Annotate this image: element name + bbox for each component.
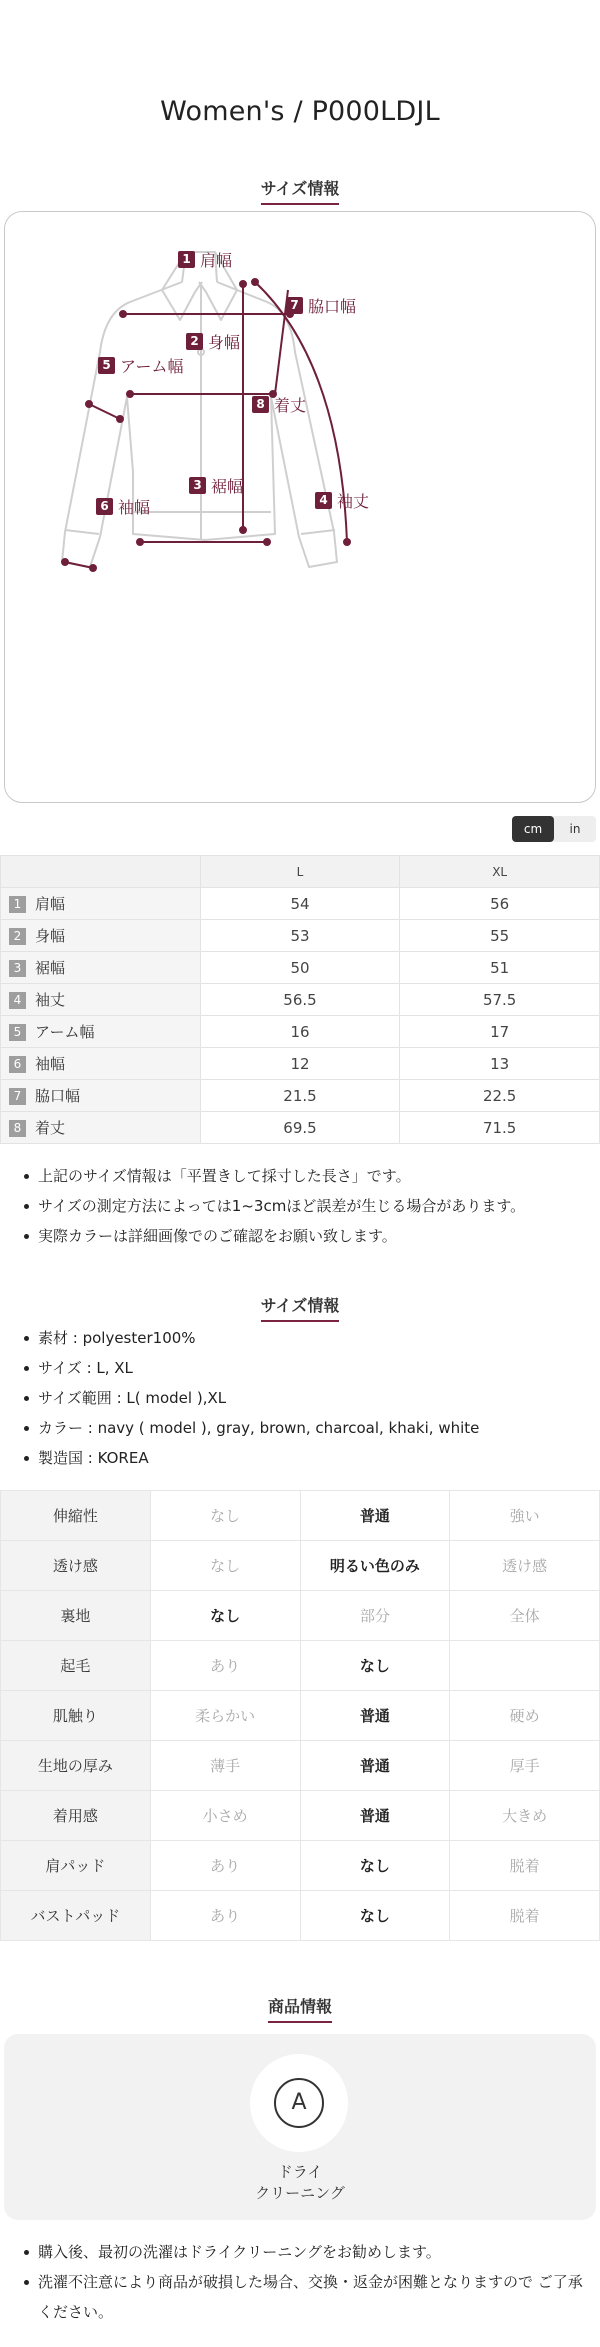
table-cell: 12 [200, 1048, 400, 1080]
list-item: 製造国 : KOREA [24, 1443, 584, 1473]
page-title: Women's / P000LDJL [160, 96, 440, 127]
table-row [1, 1491, 600, 1541]
table-cell: 17 [400, 1016, 600, 1048]
attribute-label: 起毛 [1, 1641, 151, 1691]
table-row [1, 1048, 600, 1080]
attribute-option: 柔らかい [150, 1691, 300, 1741]
table-cell: 21.5 [200, 1080, 400, 1112]
table-row [1, 952, 600, 984]
attribute-option: 小さめ [150, 1791, 300, 1841]
size-column-header: L [200, 856, 400, 888]
table-row [1, 1112, 600, 1144]
attribute-option-selected: なし [300, 1641, 450, 1691]
table-row [1, 1641, 600, 1691]
table-cell: 51 [400, 952, 600, 984]
attribute-option: なし [150, 1541, 300, 1591]
care-section-title: 商品情報 [0, 1994, 600, 2023]
list-item: 素材 : polyester100% [24, 1323, 584, 1353]
table-cell: 16 [200, 1016, 400, 1048]
attribute-option: 部分 [300, 1591, 450, 1641]
attribute-option: あり [150, 1891, 300, 1941]
size-column-header: XL [400, 856, 600, 888]
attribute-option-selected: なし [150, 1591, 300, 1641]
care-notes [24, 2237, 584, 2327]
list-item: カラー : navy ( model ), gray, brown, charcoal, khaki, white [24, 1413, 584, 1443]
attribute-label: 着用感 [1, 1791, 151, 1841]
attribute-option-selected: 普通 [300, 1741, 450, 1791]
table-row [1, 1741, 600, 1791]
attribute-option [450, 1641, 600, 1691]
diagram-label-hem: 3 裾幅 [189, 474, 243, 497]
attribute-option: 厚手 [450, 1741, 600, 1791]
table-cell: 54 [200, 888, 400, 920]
attribute-label: 透け感 [1, 1541, 151, 1591]
list-item: サイズ : L, XL [24, 1353, 584, 1383]
diagram-label-length: 8 着丈 [252, 393, 306, 416]
attribute-label: バストパッド [1, 1891, 151, 1941]
table-row [1, 1791, 600, 1841]
row-number: 8 [9, 1120, 26, 1137]
attribute-label: 肌触り [1, 1691, 151, 1741]
size-diagram [4, 211, 596, 803]
diagram-label-sleeve-length: 4 袖丈 [315, 489, 369, 512]
attribute-option-selected: 普通 [300, 1491, 450, 1541]
dry-clean-icon: A [274, 2078, 324, 2128]
care-info-box [4, 2034, 596, 2220]
table-cell: 69.5 [200, 1112, 400, 1144]
attribute-option-selected: なし [300, 1891, 450, 1941]
attribute-option: なし [150, 1491, 300, 1541]
unit-in-button[interactable]: in [569, 822, 581, 836]
attribute-option: 透け感 [450, 1541, 600, 1591]
unit-cm-button[interactable]: cm [512, 816, 554, 842]
row-number: 4 [9, 992, 26, 1009]
table-cell: 56.5 [200, 984, 400, 1016]
care-label: ドライ クリーニング [255, 2163, 345, 2202]
table-row [1, 920, 600, 952]
row-label: 裾幅 [35, 959, 66, 977]
unit-toggle [512, 816, 596, 842]
attribute-option-selected: 普通 [300, 1791, 450, 1841]
table-row [1, 1016, 600, 1048]
row-number: 5 [9, 1024, 26, 1041]
attribute-option: 全体 [450, 1591, 600, 1641]
table-row [1, 1080, 600, 1112]
table-row [1, 984, 600, 1016]
table-row [1, 1841, 600, 1891]
size-section-title: サイズ情報 [0, 176, 600, 205]
list-item: 実際カラーは詳細画像でのご確認をお願い致します。 [24, 1221, 584, 1251]
list-item: サイズ範囲 : L( model ),XL [24, 1383, 584, 1413]
attribute-option: あり [150, 1641, 300, 1691]
table-cell: 53 [200, 920, 400, 952]
row-number: 3 [9, 960, 26, 977]
list-item: 上記のサイズ情報は「平置きして採寸した長さ」です。 [24, 1161, 584, 1191]
attribute-option-selected: 明るい色のみ [300, 1541, 450, 1591]
diagram-label-armhole: 7 脇口幅 [286, 294, 356, 317]
row-label: 身幅 [35, 927, 66, 945]
attribute-option: 薄手 [150, 1741, 300, 1791]
row-label: 肩幅 [35, 895, 66, 913]
row-number: 6 [9, 1056, 26, 1073]
attribute-option-selected: なし [300, 1841, 450, 1891]
list-item: 洗濯不注意により商品が破損した場合、交換・返金が困難となりますので ご了承ください。 [24, 2267, 584, 2327]
table-row [1, 1541, 600, 1591]
table-cell: 22.5 [400, 1080, 600, 1112]
size-table-header [1, 856, 600, 888]
row-number: 2 [9, 928, 26, 945]
row-label: 着丈 [35, 1119, 66, 1137]
attribute-label: 生地の厚み [1, 1741, 151, 1791]
attribute-option-selected: 普通 [300, 1691, 450, 1741]
attribute-label: 裏地 [1, 1591, 151, 1641]
table-row [1, 1591, 600, 1641]
table-row [1, 1891, 600, 1941]
table-cell: 55 [400, 920, 600, 952]
attribute-label: 肩パッド [1, 1841, 151, 1891]
list-item: サイズの測定方法によっては1~3cmほど誤差が生じる場合があります。 [24, 1191, 584, 1221]
diagram-label-chest: 2 身幅 [186, 330, 240, 353]
attribute-option: 大きめ [450, 1791, 600, 1841]
row-label: 袖丈 [35, 991, 66, 1009]
row-label: 脇口幅 [35, 1087, 81, 1105]
info-section-title: サイズ情報 [0, 1293, 600, 1322]
care-symbol [250, 2054, 348, 2152]
size-table-corner [1, 856, 201, 888]
attribute-option: 脱着 [450, 1891, 600, 1941]
table-row [1, 1691, 600, 1741]
attribute-option: 脱着 [450, 1841, 600, 1891]
table-row [1, 888, 600, 920]
fabric-attributes-table [0, 1490, 600, 1941]
list-item: 購入後、最初の洗濯はドライクリーニングをお勧めします。 [24, 2237, 584, 2267]
diagram-label-shoulder: 1 肩幅 [178, 248, 232, 271]
diagram-label-cuff-width: 6 袖幅 [96, 495, 150, 518]
table-cell: 50 [200, 952, 400, 984]
row-number: 1 [9, 896, 26, 913]
attribute-option: 硬め [450, 1691, 600, 1741]
product-info-list [24, 1323, 584, 1473]
attribute-option: あり [150, 1841, 300, 1891]
attribute-label: 伸縮性 [1, 1491, 151, 1541]
attribute-option: 強い [450, 1491, 600, 1541]
row-number: 7 [9, 1088, 26, 1105]
row-label: アーム幅 [35, 1023, 95, 1041]
table-cell: 13 [400, 1048, 600, 1080]
size-notes [24, 1161, 584, 1251]
row-label: 袖幅 [35, 1055, 66, 1073]
table-cell: 71.5 [400, 1112, 600, 1144]
table-cell: 56 [400, 888, 600, 920]
diagram-label-arm-width: 5 アーム幅 [98, 354, 184, 377]
size-table [0, 855, 600, 1144]
table-cell: 57.5 [400, 984, 600, 1016]
